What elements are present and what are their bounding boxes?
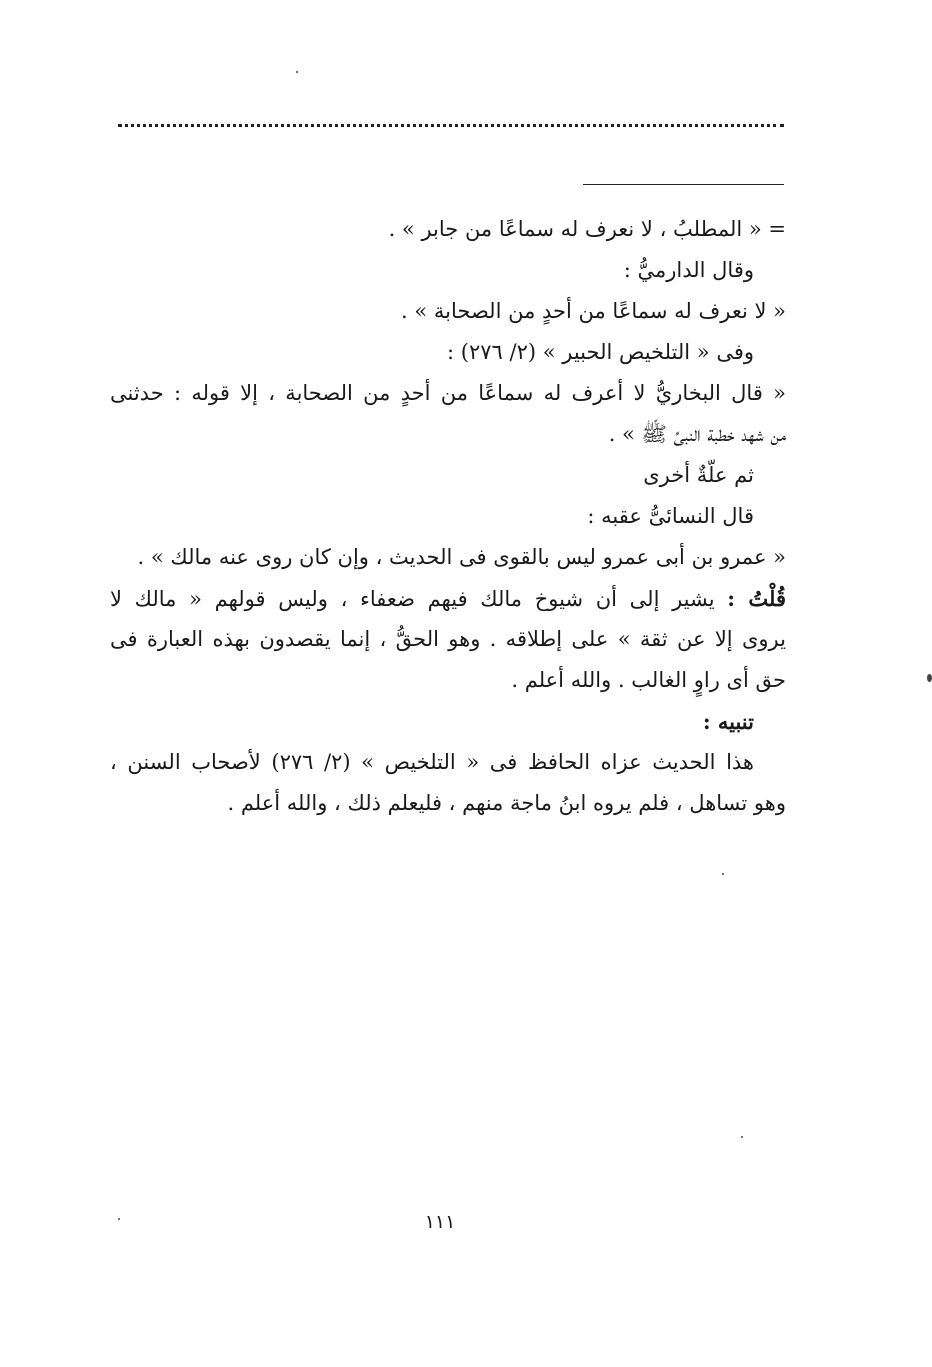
text-line-15: وهو تساهل ، فلم يروه ابنُ ماجة منهم ، فليعلم ذلك ، والله أعلم . bbox=[227, 791, 786, 815]
scan-speck bbox=[741, 1136, 743, 1138]
text-line-7: ثم علّةٌ أخرى bbox=[643, 463, 754, 487]
text-line-8: قال النسائىُّ عقبه : bbox=[587, 504, 754, 528]
text-line-12: حق أى راوٍ الغالب . والله أعلم . bbox=[511, 668, 786, 692]
footnote-rule bbox=[583, 184, 784, 185]
text-line-10-body: يشير إلى أن شيوخ مالك فيهم ضعفاء ، وليس قولهم « مالك لا bbox=[110, 587, 715, 611]
page-number: ١١١ bbox=[424, 1211, 456, 1233]
text-line-14: هذا الحديث عزاه الحافظ فى « التلخيص » (٢/ ٢٧٦) لأصحاب السنن ، bbox=[110, 750, 754, 774]
scan-speck bbox=[722, 873, 724, 875]
qultu-label: قُلْتُ : bbox=[727, 586, 786, 611]
text-line-11: يروى إلا عن ثقة » على إطلاقه . وهو الحقُّ ، إنما يقصدون بهذه العبارة فى bbox=[110, 627, 786, 651]
scan-speck bbox=[296, 71, 298, 73]
text-line-4: وفى « التلخيص الحبير » (٢/ ٢٧٦) : bbox=[447, 340, 754, 364]
text-line-3: « لا نعرف له سماعًا من أحدٍ من الصحابة » . bbox=[401, 299, 786, 323]
scan-speck bbox=[927, 674, 932, 682]
text-line-5: « قال البخاريُّ لا أعرف له سماعًا من أحدٍ من الصحابة ، إلا قوله : حدثنى bbox=[110, 381, 786, 405]
footnote-text-block bbox=[110, 209, 786, 824]
text-line-6: من شهد خطبة النبىِّ ﷺ » . bbox=[608, 422, 786, 446]
scan-speck bbox=[118, 1218, 120, 1220]
text-line-2: وقال الدارميُّ : bbox=[623, 258, 754, 282]
tanbih-heading: تنبيه : bbox=[702, 709, 754, 734]
text-line-9: « عمرو بن أبى عمرو ليس بالقوى فى الحديث ، وإن كان روى عنه مالك » . bbox=[137, 545, 786, 569]
text-line-10 bbox=[110, 578, 786, 619]
text-line-1: = « المطلبُ ، لا نعرف له سماعًا من جابر » . bbox=[388, 217, 786, 241]
dotted-separator bbox=[118, 124, 784, 127]
